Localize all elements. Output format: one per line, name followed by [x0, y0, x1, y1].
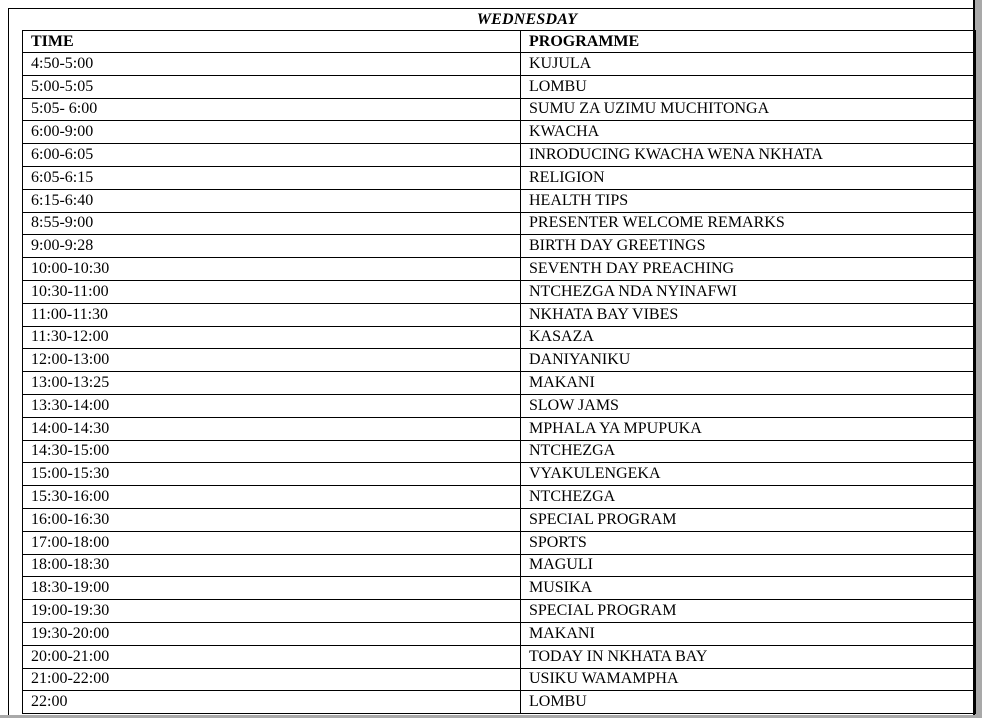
programme-cell: BIRTH DAY GREETINGS	[521, 235, 976, 258]
programme-cell: NTCHEZGA	[521, 486, 976, 509]
programme-cell: KUJULA	[521, 53, 976, 76]
programme-cell: MAGULI	[521, 554, 976, 577]
programme-cell: SLOW JAMS	[521, 394, 976, 417]
time-cell: 4:50-5:00	[23, 53, 521, 76]
time-cell: 13:30-14:00	[23, 394, 521, 417]
table-row	[23, 98, 976, 121]
time-cell: 9:00-9:28	[23, 235, 521, 258]
programme-cell: KASAZA	[521, 326, 976, 349]
programme-cell: DANIYANIKU	[521, 349, 976, 372]
table-row	[23, 121, 976, 144]
time-cell: 19:00-19:30	[23, 600, 521, 623]
table-row	[23, 280, 976, 303]
programme-cell: NKHATA BAY VIBES	[521, 303, 976, 326]
time-cell: 5:00-5:05	[23, 75, 521, 98]
time-cell: 15:00-15:30	[23, 463, 521, 486]
programme-cell: HEALTH TIPS	[521, 189, 976, 212]
time-cell: 13:00-13:25	[23, 372, 521, 395]
time-cell: 5:05- 6:00	[23, 98, 521, 121]
table-row	[23, 577, 976, 600]
programme-cell: SUMU ZA UZIMU MUCHITONGA	[521, 98, 976, 121]
header-row	[23, 31, 976, 53]
table-row	[23, 372, 976, 395]
time-cell: 14:30-15:00	[23, 440, 521, 463]
table-row	[23, 166, 976, 189]
time-cell: 18:30-19:00	[23, 577, 521, 600]
time-cell: 21:00-22:00	[23, 668, 521, 691]
table-row	[23, 394, 976, 417]
page-edge-shadow	[975, 0, 982, 718]
programme-cell: NTCHEZGA NDA NYINAFWI	[521, 280, 976, 303]
programme-cell: PRESENTER WELCOME REMARKS	[521, 212, 976, 235]
table-row	[23, 531, 976, 554]
time-cell: 18:00-18:30	[23, 554, 521, 577]
programme-cell: MAKANI	[521, 372, 976, 395]
table-row	[23, 668, 976, 691]
programme-cell: NTCHEZGA	[521, 440, 976, 463]
table-row	[23, 212, 976, 235]
time-cell: 20:00-21:00	[23, 645, 521, 668]
table-row	[23, 600, 976, 623]
time-cell: 15:30-16:00	[23, 486, 521, 509]
programme-cell: LOMBU	[521, 691, 976, 714]
table-row	[23, 645, 976, 668]
time-cell: 19:30-20:00	[23, 622, 521, 645]
schedule-table	[22, 30, 976, 714]
time-cell: 6:00-9:00	[23, 121, 521, 144]
table-row	[23, 463, 976, 486]
time-cell: 6:05-6:15	[23, 166, 521, 189]
table-row	[23, 53, 976, 76]
programme-cell: RELIGION	[521, 166, 976, 189]
table-row	[23, 189, 976, 212]
page-left-border	[8, 8, 9, 718]
programme-cell: SPORTS	[521, 531, 976, 554]
time-cell: 6:00-6:05	[23, 144, 521, 167]
programme-cell: INRODUCING KWACHA WENA NKHATA	[521, 144, 976, 167]
programme-cell: SPECIAL PROGRAM	[521, 600, 976, 623]
time-cell: 16:00-16:30	[23, 508, 521, 531]
table-row	[23, 691, 976, 714]
programme-cell: MPHALA YA MPUPUKA	[521, 417, 976, 440]
table-row	[23, 417, 976, 440]
table-row	[23, 235, 976, 258]
table-row	[23, 508, 976, 531]
table-row	[23, 75, 976, 98]
time-cell: 6:15-6:40	[23, 189, 521, 212]
time-cell: 11:30-12:00	[23, 326, 521, 349]
programme-cell: SEVENTH DAY PREACHING	[521, 258, 976, 281]
programme-cell: MAKANI	[521, 622, 976, 645]
time-cell: 10:30-11:00	[23, 280, 521, 303]
table-row	[23, 349, 976, 372]
table-row	[23, 440, 976, 463]
programme-cell: TODAY IN NKHATA BAY	[521, 645, 976, 668]
day-heading: WEDNESDAY	[476, 11, 578, 28]
programme-cell: KWACHA	[521, 121, 976, 144]
time-cell: 17:00-18:00	[23, 531, 521, 554]
time-cell: 22:00	[23, 691, 521, 714]
programme-cell: LOMBU	[521, 75, 976, 98]
table-row	[23, 486, 976, 509]
time-cell: 12:00-13:00	[23, 349, 521, 372]
table-row	[23, 554, 976, 577]
programme-cell: USIKU WAMAMPHA	[521, 668, 976, 691]
schedule-body	[23, 53, 976, 714]
time-cell: 8:55-9:00	[23, 212, 521, 235]
table-row	[23, 622, 976, 645]
time-column-header: TIME	[23, 31, 521, 53]
table-row	[23, 258, 976, 281]
programme-cell: MUSIKA	[521, 577, 976, 600]
programme-cell: VYAKULENGEKA	[521, 463, 976, 486]
time-cell: 10:00-10:30	[23, 258, 521, 281]
programme-column-header: PROGRAMME	[521, 31, 976, 53]
time-cell: 14:00-14:30	[23, 417, 521, 440]
programme-cell: SPECIAL PROGRAM	[521, 508, 976, 531]
time-cell: 11:00-11:30	[23, 303, 521, 326]
table-row	[23, 326, 976, 349]
table-row	[23, 303, 976, 326]
table-row	[23, 144, 976, 167]
